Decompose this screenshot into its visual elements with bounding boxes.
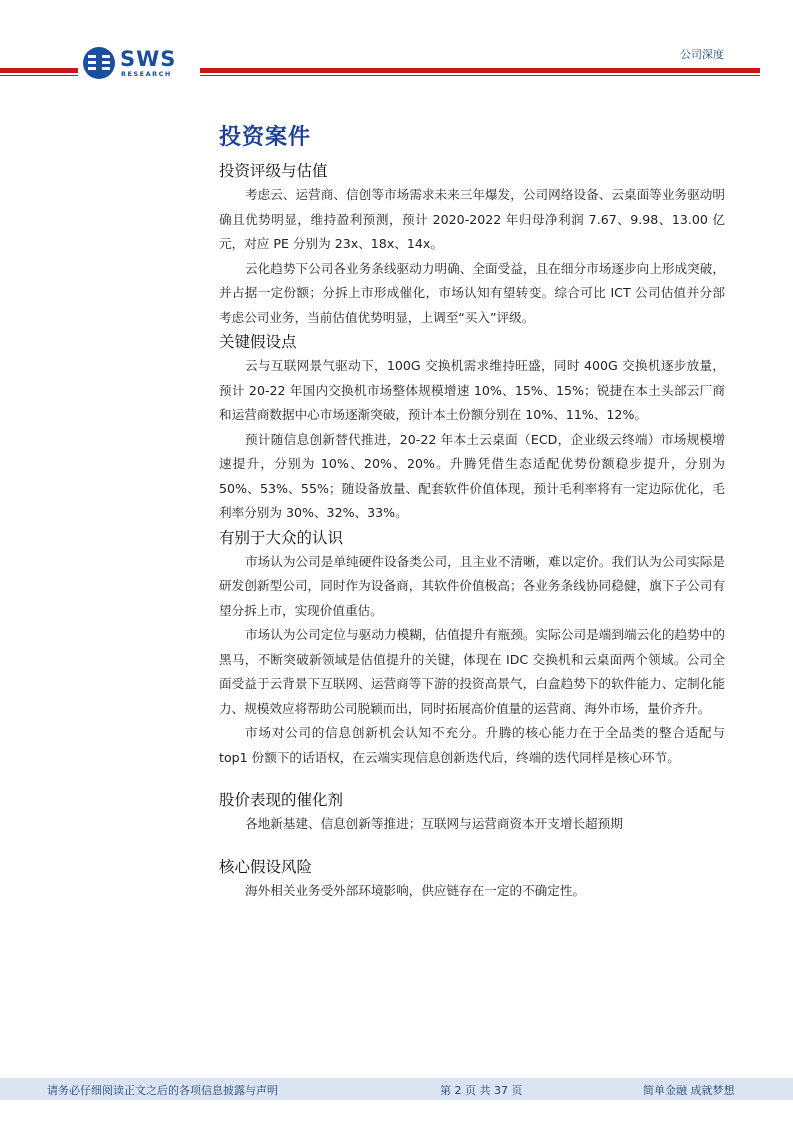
footer-slogan: 简单金融 成就梦想: [643, 1084, 735, 1097]
paragraph: 市场认为公司定位与驱动力模糊，估值提升有瓶颈。实际公司是端到端云化的趋势中的黑马，不断突破新领域是估值提升的关键，体现在 IDC 交换机和云桌面两个领域。公司全面受益于云背景下互联网、运营商等下游的投资高景气，白盒趋势下的软件能力、定制化能力、规模效应将帮助公司脱颖而出，同时拓展高价值量的运营商、海外市场，量价齐升。: [219, 627, 725, 716]
page-title: 投资案件: [219, 125, 312, 150]
logo-text: SWS: [120, 47, 177, 71]
header-rule-right: [200, 68, 760, 73]
paragraph: 各地新基建、信息创新等推进；互联网与运营商资本开支增长超预期: [245, 816, 623, 831]
document-type-label: 公司深度: [680, 48, 724, 61]
section-heading-catalysts: 股价表现的催化剂: [219, 791, 344, 809]
section-heading-assumptions: 关键假设点: [219, 333, 297, 351]
section-heading-differentiated-view: 有别于大众的认识: [219, 528, 344, 547]
spacer: [219, 837, 725, 855]
paragraph: 考虑云、运营商、信创等市场需求未来三年爆发，公司网络设备、云桌面等业务驱动明确且优势明显，维持盈利预测，预计 2020-2022 年归母净利润 7.67、9.98、13.00 亿元，对应 PE 分别为 23x、18x、14x。: [219, 187, 725, 251]
sws-logo: [82, 46, 192, 82]
paragraph: 市场对公司的信息创新机会认知不充分。升腾的核心能力在于全品类的整合适配与 top1 份额下的话语权，在云端实现信息创新迭代后，终端的迭代同样是核心环节。: [219, 725, 725, 765]
sws-logo-icon: [82, 46, 116, 80]
header-rule-left: [0, 68, 78, 73]
section-heading-risks: 核心假设风险: [219, 857, 313, 876]
spacer: [219, 770, 725, 788]
page-number: 第 2 页 共 37 页: [440, 1084, 523, 1097]
main-content: [219, 120, 725, 903]
section-heading-valuation: 投资评级与估值: [219, 162, 328, 180]
footer-disclaimer: 请务必仔细阅读正文之后的各项信息披露与声明: [47, 1084, 278, 1097]
paragraph: 市场认为公司是单纯硬件设备类公司，且主业不清晰，难以定价。我们认为公司实际是研发创新型公司，同时作为设备商，其软件价值极高；各业务条线协同稳健，旗下子公司有望分拆上市，实现价值重估。: [219, 553, 725, 618]
paragraph: 云与互联网景气驱动下，100G 交换机需求维持旺盛，同时 400G 交换机逐步放量，预计 20-22 年国内交换机市场整体规模增速 10%、15%、15%；锐捷在本土头部云厂商和运营商数据中心市场逐渐突破，预计本土份额分别在 10%、11%、12%。: [219, 358, 725, 422]
paragraph: 云化趋势下公司各业务条线驱动力明确、全面受益，且在细分市场逐步向上形成突破，并占据一定份额；分拆上市形成催化，市场认知有望转变。综合可比 ICT 公司估值并分部考虑公司业务，当前估值优势明显，上调至“买入”评级。: [219, 260, 725, 325]
paragraph: 海外相关业务受外部环境影响，供应链存在一定的不确定性。: [245, 882, 586, 898]
page-header: [0, 0, 793, 90]
logo-subtext: RESEARCH: [121, 70, 172, 78]
header-thin-rule-left: [0, 75, 78, 76]
header-thin-rule-right: [200, 75, 760, 76]
paragraph: 预计随信息创新替代推进，20-22 年本土云桌面（ECD，企业级云终端）市场规模增速提升，分别为 10%、20%、20%。升腾凭借生态适配优势份额稳步提升，分别为 50%、53%、55%；随设备放量、配套软件价值体现，预计毛利率将有一定边际优化，毛利率分别为 30%、32%、33%。: [219, 431, 725, 520]
page-footer: [0, 1078, 793, 1100]
